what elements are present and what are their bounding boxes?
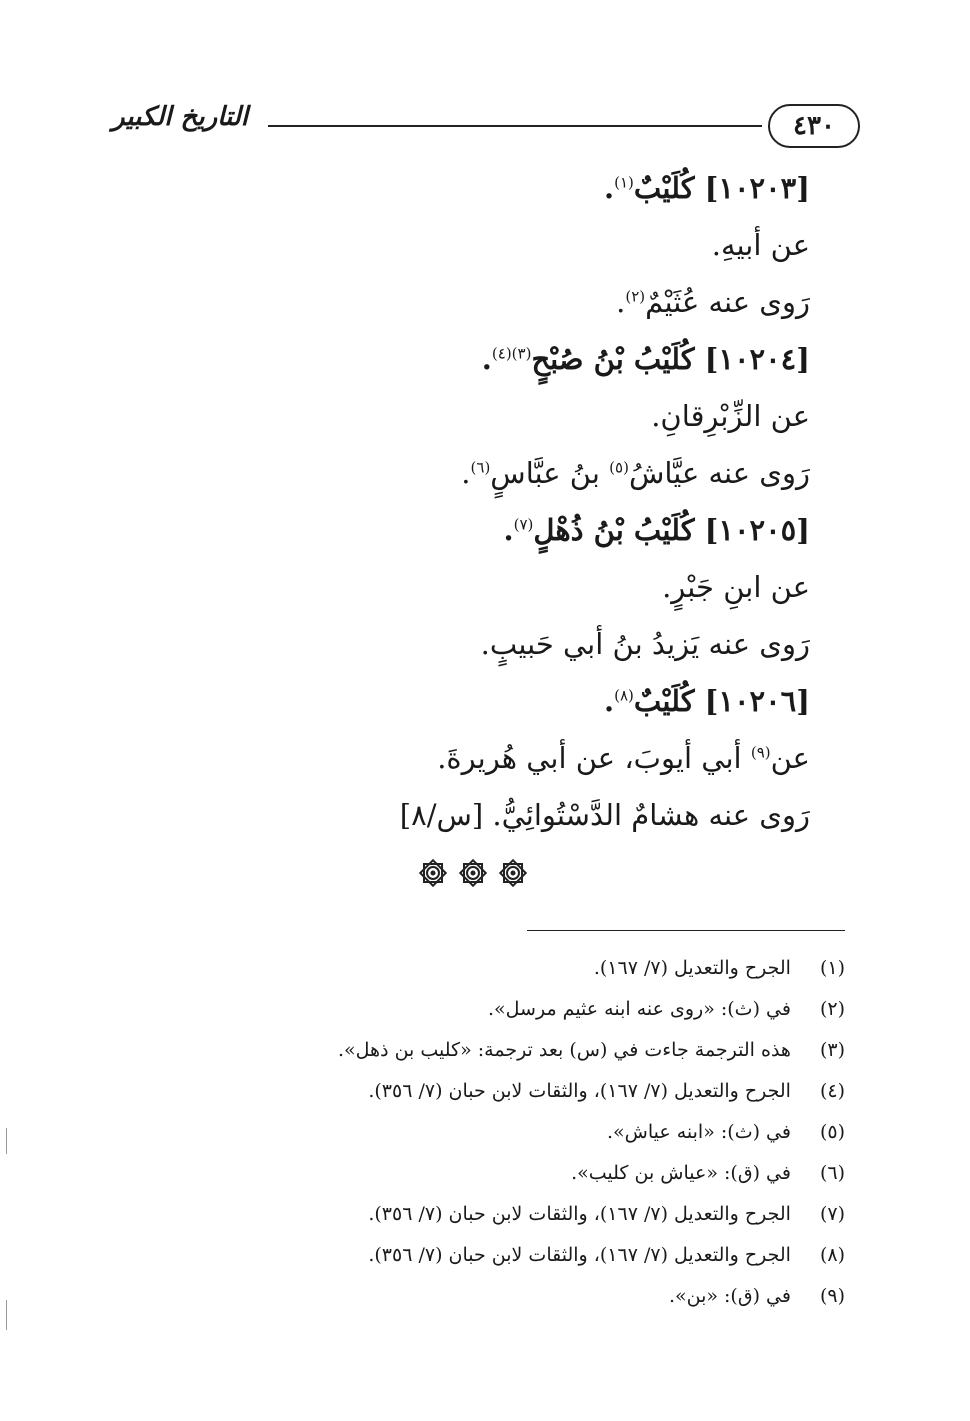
text-line (290, 730, 810, 787)
footnote (285, 948, 845, 989)
footnote (285, 1194, 845, 1235)
footnote-separator (527, 930, 845, 931)
floral-ornament-icon (498, 858, 528, 888)
entry-name: كُلَيْبُ بْنُ صُبْحٍ (531, 342, 695, 376)
footnote-number: (٨) (819, 1244, 845, 1266)
line-end-punct: . (481, 342, 492, 376)
entry-number: [١٠٢٠٦] (704, 684, 810, 718)
footnote (285, 1153, 845, 1194)
footnote-number: (٥) (819, 1121, 845, 1143)
footnote-marker: (٢) (625, 287, 646, 306)
entry-name: كُلَيْبٌ (633, 171, 695, 205)
text-line (290, 217, 810, 274)
text-line (290, 274, 810, 331)
text-line (290, 787, 810, 844)
footnote-text: الجرح والتعديل (٧/ ١٦٧)، والثقات لابن حبان (٧/ ٣٥٦). (368, 1080, 791, 1102)
footnote (285, 1112, 845, 1153)
footnote-marker: (٣)(٤) (491, 344, 532, 363)
page-header (100, 100, 860, 150)
biography-entry-heading (290, 160, 810, 217)
line-end-punct: . (616, 285, 626, 319)
scan-edge-mark (6, 1300, 7, 1330)
line-text: رَوى عنه يَزيدُ بنُ أبي حَبيبٍ. (480, 627, 810, 661)
line-text: بنُ عبَّاسٍ (490, 456, 600, 490)
footnote-marker: (٧) (513, 515, 534, 534)
footnote-number: (٩) (819, 1285, 845, 1307)
footnote-number: (٧) (819, 1203, 845, 1225)
book-title: التاريخ الكبير (111, 102, 249, 132)
footnote-text: الجرح والتعديل (٧/ ١٦٧)، والثقات لابن حبان (٧/ ٣٥٦). (368, 1244, 791, 1266)
footnote-marker: (٩) (750, 743, 771, 762)
footnote-text: في (ث): «ابنه عياش». (606, 1121, 791, 1143)
section-divider-ornaments (418, 858, 538, 892)
footnote-marker: (٨) (614, 686, 634, 705)
main-text (290, 160, 810, 844)
floral-ornament-icon (418, 858, 448, 888)
entry-name: كُلَيْبُ بْنُ ذُهْلٍ (533, 513, 695, 547)
entry-number: [١٠٢٠٥] (704, 513, 810, 547)
footnote (285, 989, 845, 1030)
scan-edge-mark (6, 1128, 7, 1154)
footnote-marker: (٥) (609, 458, 629, 477)
line-end-punct: . (461, 456, 471, 490)
footnotes (285, 948, 845, 1317)
footnote (285, 1030, 845, 1071)
biography-entry-heading (290, 331, 810, 388)
line-text: رَوى عنه عُثَيْمٌ (645, 285, 810, 319)
footnote-text: الجرح والتعديل (٧/ ١٦٧). (593, 957, 791, 979)
text-line (290, 445, 810, 502)
header-rule (268, 125, 762, 127)
footnote-text: الجرح والتعديل (٧/ ١٦٧)، والثقات لابن حبان (٧/ ٣٥٦). (368, 1203, 791, 1225)
footnote-text: في (ق): «عياش بن كليب». (571, 1162, 791, 1184)
entry-name: كُلَيْبٌ (633, 684, 695, 718)
footnote (285, 1071, 845, 1112)
footnote (285, 1276, 845, 1317)
line-text: عن أبيهِ. (711, 228, 810, 262)
footnote-marker: (١) (614, 173, 634, 192)
line-end-punct: . (604, 684, 615, 718)
footnote-number: (١) (819, 957, 845, 979)
text-line (290, 616, 810, 673)
line-text: رَوى عنه هشامٌ الدَّسْتُوائِيُّ. [س/٨] (399, 798, 810, 832)
biography-entry-heading (290, 502, 810, 559)
footnote-number: (٤) (819, 1080, 845, 1102)
line-text: أبي أيوبَ، عن أبي هُريرةَ. (437, 741, 742, 775)
text-line (290, 559, 810, 616)
footnote-marker: (٦) (470, 458, 491, 477)
line-text: عن الزِّبْرِقانِ. (651, 399, 810, 433)
line-text: عن (770, 741, 810, 775)
footnote-text: في (ث): «روى عنه ابنه عثيم مرسل». (488, 998, 791, 1020)
floral-ornament-icon (458, 858, 488, 888)
line-text: عن ابنِ جَبْرٍ. (662, 570, 810, 604)
line-text: رَوى عنه عيَّاشُ (628, 456, 810, 490)
footnote-text: في (ق): «بن». (668, 1285, 791, 1307)
biography-entry-heading (290, 673, 810, 730)
footnote-text: هذه الترجمة جاءت في (س) بعد ترجمة: «كليب بن ذهل». (338, 1039, 791, 1061)
footnote (285, 1235, 845, 1276)
footnote-number: (٦) (819, 1162, 845, 1184)
page-number: ٤٣٠ (768, 104, 860, 148)
line-end-punct: . (503, 513, 514, 547)
text-line (290, 388, 810, 445)
footnote-number: (٢) (819, 998, 845, 1020)
entry-number: [١٠٢٠٤] (704, 342, 810, 376)
line-end-punct: . (604, 171, 615, 205)
entry-number: [١٠٢٠٣] (704, 171, 810, 205)
footnote-number: (٣) (819, 1039, 845, 1061)
